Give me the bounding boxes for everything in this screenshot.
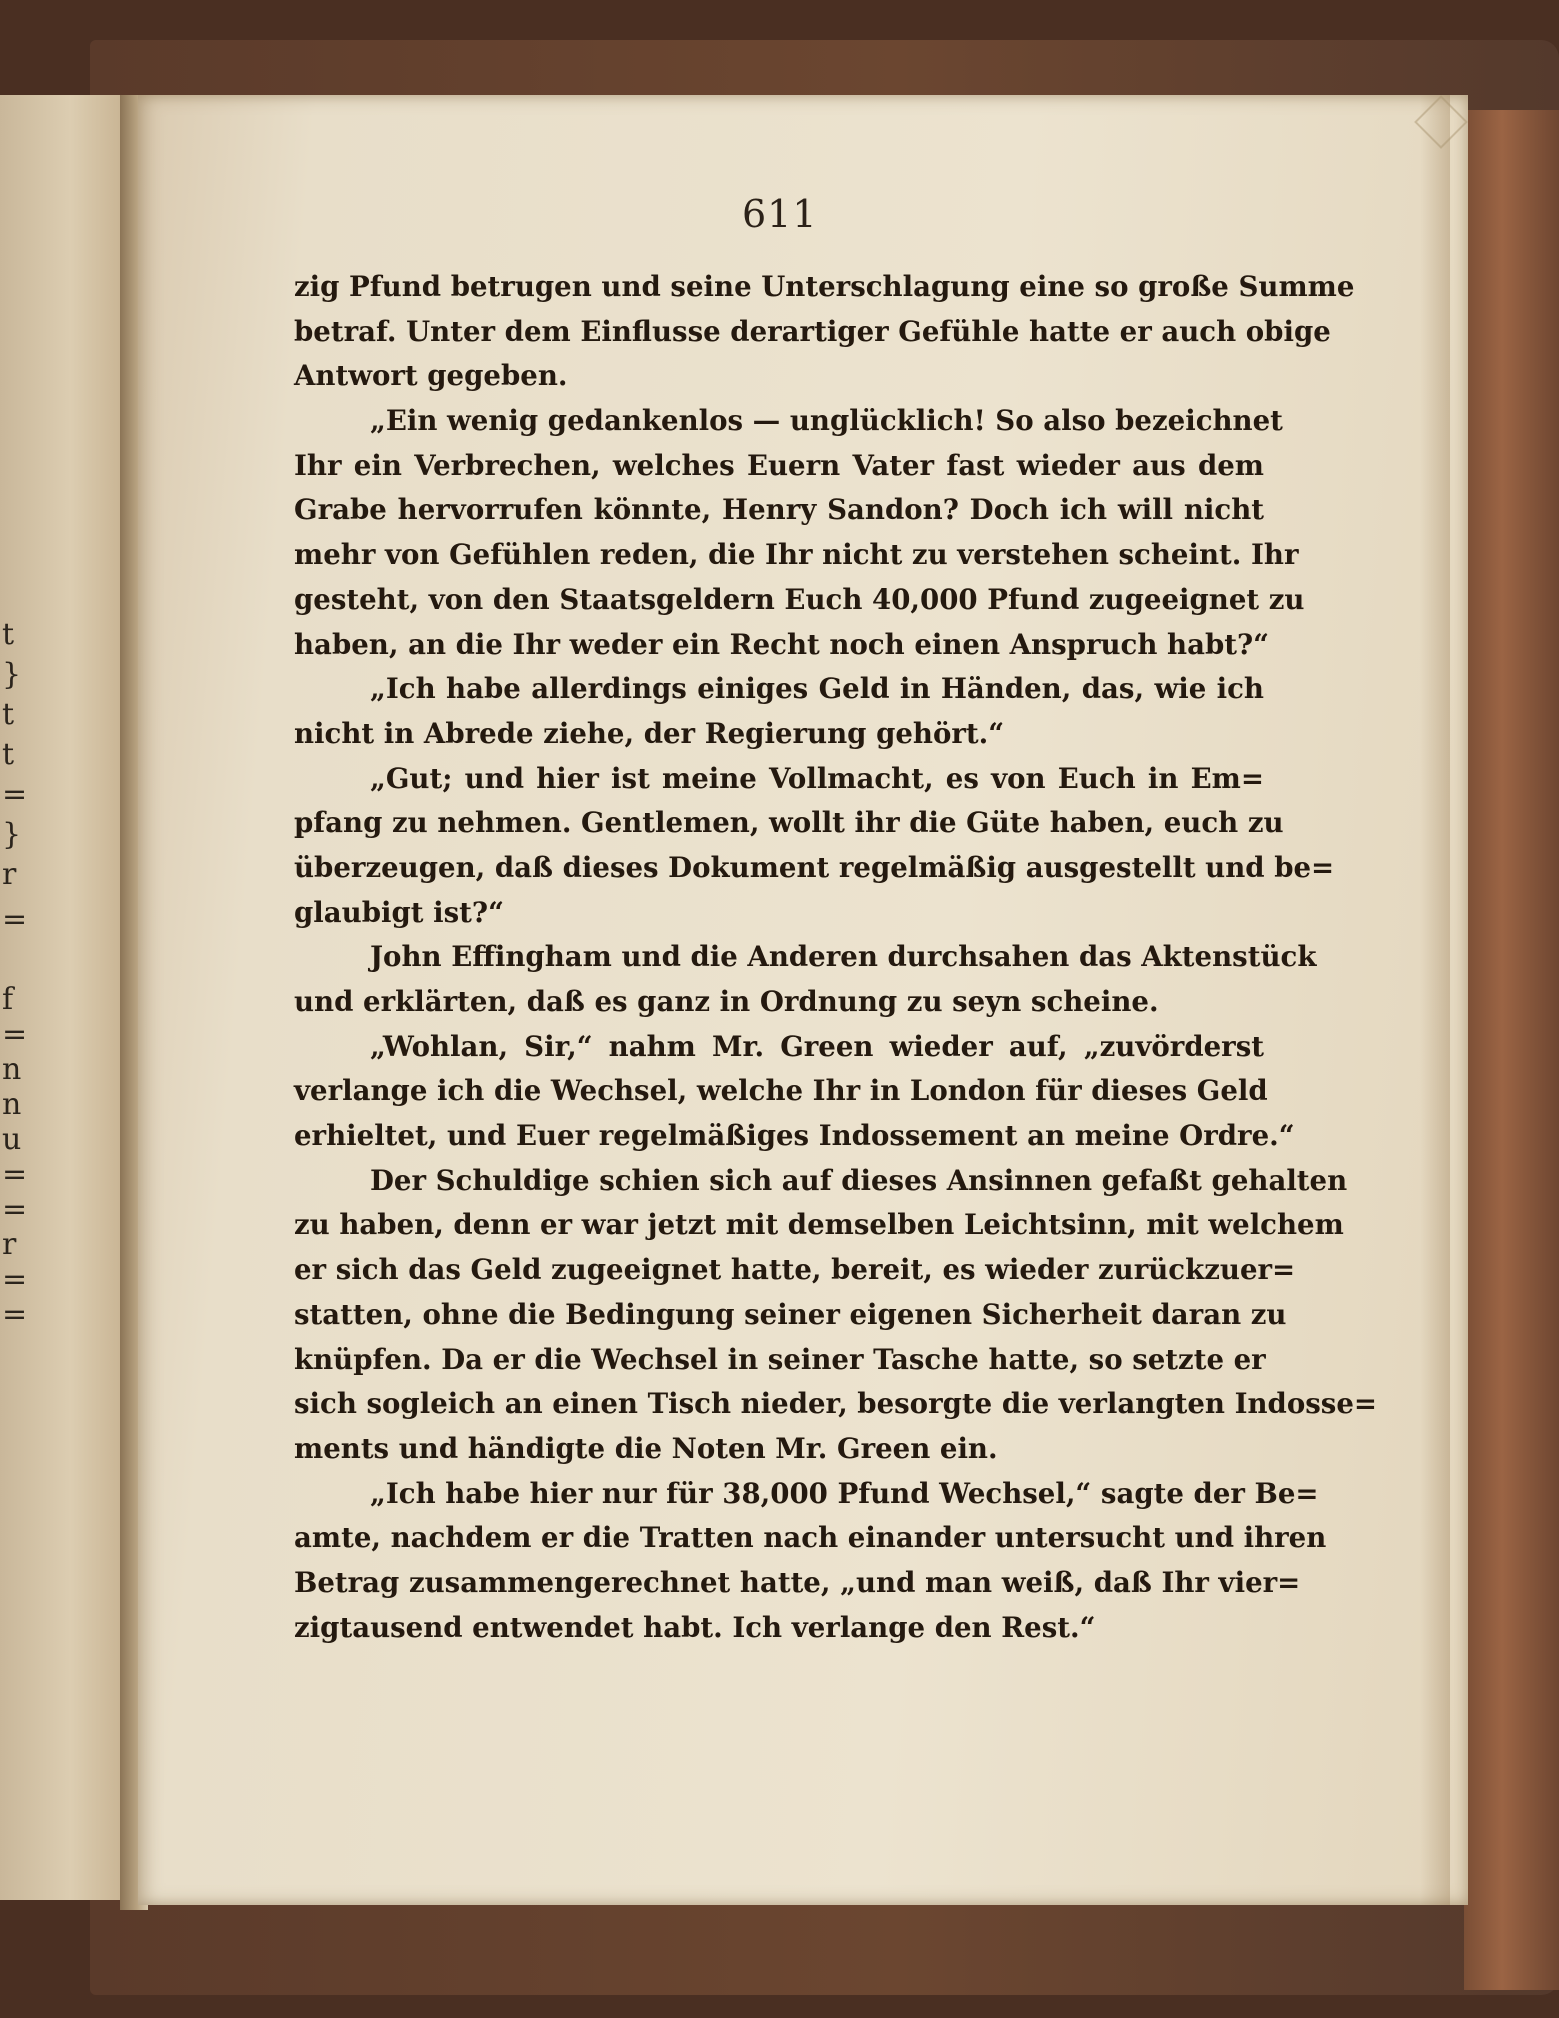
margin-fragment: r bbox=[2, 857, 17, 892]
text-line: glaubigt ist?“ bbox=[294, 895, 504, 929]
margin-fragment: t bbox=[2, 737, 15, 772]
text-line: amte, nachdem er die Tratten nach einander untersucht und ihren bbox=[294, 1521, 1327, 1555]
text-line: „Ich habe allerdings einiges Geld in Händen, das, wie ich bbox=[370, 672, 1264, 706]
margin-fragment: f bbox=[2, 982, 14, 1017]
text-line: Ihr ein Verbrechen, welches Euern Vater fast wieder aus dem bbox=[294, 448, 1264, 482]
text-line: John Effingham und die Anderen durchsahen das Aktenstück bbox=[370, 940, 1317, 974]
text-line: zigtausend entwendet habt. Ich verlange den Rest.“ bbox=[294, 1610, 1096, 1644]
text-line: verlange ich die Wechsel, welche Ihr in London für dieses Geld bbox=[294, 1074, 1268, 1108]
text-line: betraf. Unter dem Einflusse derartiger Gefühle hatte er auch obige bbox=[294, 314, 1331, 348]
margin-fragment: r bbox=[2, 1227, 17, 1262]
text-line: zig Pfund betrugen und seine Unterschlagung eine so große Summe bbox=[294, 270, 1355, 303]
text-line: ments und händigte die Noten Mr. Green ein. bbox=[294, 1431, 998, 1465]
margin-fragment: = bbox=[2, 1157, 28, 1192]
margin-fragment: = bbox=[2, 1297, 28, 1332]
text-line: pfang zu nehmen. Gentlemen, wollt ihr die Güte haben, euch zu bbox=[294, 806, 1284, 840]
text-line: sich sogleich an einen Tisch nieder, besorgte die verlangten Indosse= bbox=[294, 1387, 1378, 1421]
text-line: Grabe hervorrufen könnte, Henry Sandon? Doch ich will nicht bbox=[294, 493, 1264, 527]
margin-fragment: = bbox=[2, 902, 28, 937]
margin-fragment: n bbox=[2, 1052, 22, 1087]
left-page-text-fragments bbox=[0, 0, 128, 1900]
text-line: er sich das Geld zugeeignet hatte, bereit, es wieder zurückzuer= bbox=[294, 1253, 1296, 1287]
text-line: Der Schuldige schien sich auf dieses Ansinnen gefaßt gehalten bbox=[370, 1163, 1348, 1197]
margin-fragment: u bbox=[2, 1122, 22, 1157]
text-line: „Gut; und hier ist meine Vollmacht, es von Euch in Em= bbox=[370, 761, 1264, 795]
margin-fragment: } bbox=[2, 657, 22, 692]
text-line: Antwort gegeben. bbox=[294, 359, 568, 393]
margin-fragment: n bbox=[2, 1087, 22, 1122]
margin-fragment: = bbox=[2, 1192, 28, 1227]
text-line: überzeugen, daß dieses Dokument regelmäßig ausgestellt und be= bbox=[294, 850, 1335, 884]
page-number: 611 bbox=[742, 192, 818, 236]
text-line: knüpfen. Da er die Wechsel in seiner Tasche hatte, so setzte er bbox=[294, 1342, 1266, 1376]
margin-fragment: t bbox=[2, 617, 15, 652]
text-line: zu haben, denn er war jetzt mit demselben Leichtsinn, mit welchem bbox=[294, 1208, 1344, 1242]
text-line: statten, ohne die Bedingung seiner eigenen Sicherheit daran zu bbox=[294, 1297, 1287, 1331]
text-line: gesteht, von den Staatsgeldern Euch 40,000 Pfund zugeeignet zu bbox=[294, 582, 1305, 616]
margin-fragment: = bbox=[2, 1262, 28, 1297]
margin-fragment: = bbox=[2, 777, 28, 812]
text-line: mehr von Gefühlen reden, die Ihr nicht zu verstehen scheint. Ihr bbox=[294, 538, 1299, 572]
text-line: nicht in Abrede ziehe, der Regierung gehört.“ bbox=[294, 716, 1005, 750]
margin-fragment: } bbox=[2, 817, 22, 852]
margin-fragment: t bbox=[2, 697, 15, 732]
margin-fragment: = bbox=[2, 1017, 28, 1052]
text-line: Betrag zusammengerechnet hatte, „und man weiß, daß Ihr vier= bbox=[294, 1565, 1301, 1599]
page-edge-shadow bbox=[1420, 95, 1450, 1905]
text-line: „Wohlan, Sir,“ nahm Mr. Green wieder auf, „zuvörderst bbox=[370, 1029, 1264, 1063]
cover-edge bbox=[1464, 110, 1559, 1990]
body-text bbox=[294, 265, 1378, 1650]
text-line: haben, an die Ihr weder ein Recht noch einen Anspruch habt?“ bbox=[294, 627, 1270, 661]
text-line: „Ein wenig gedankenlos — unglücklich! So also bezeichnet bbox=[370, 404, 1283, 438]
text-line: „Ich habe hier nur für 38,000 Pfund Wechsel,“ sagte der Be= bbox=[370, 1476, 1319, 1510]
text-line: und erklärten, daß es ganz in Ordnung zu seyn scheine. bbox=[294, 985, 1159, 1018]
text-line: erhieltet, und Euer regelmäßiges Indossement an meine Ordre.“ bbox=[294, 1119, 1295, 1153]
